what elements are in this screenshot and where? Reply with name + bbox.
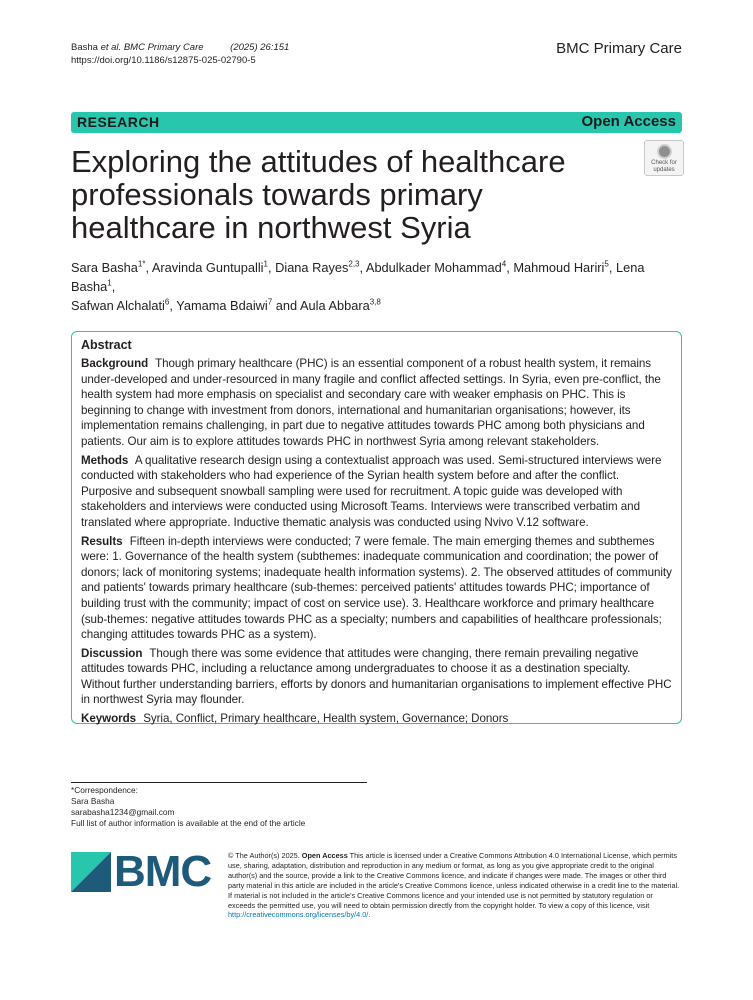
author: Yamama Bdaiwi$^7$ [176, 297, 273, 313]
author: Abdulkader Mohammad$^4$ [365, 259, 507, 275]
authors-conjunction: and [275, 298, 298, 313]
doi-link[interactable]: https://doi.org/10.1186/s12875-025-02790-5 [71, 55, 256, 66]
section-label: Methods [81, 453, 129, 467]
section-label: Discussion [81, 646, 143, 660]
correspondence-email[interactable]: sarabasha1234@gmail.com [71, 807, 175, 817]
journal-name: BMC Primary Care [556, 40, 682, 57]
bmc-logo-text: BMC [114, 847, 212, 896]
article-type-banner [71, 112, 682, 133]
author-info-note: Full list of author information is available at the end of the article [71, 818, 306, 828]
author: Aula Abbara$^{3,8}$ [300, 297, 381, 313]
author: Safwan Alchalati$^6$ [71, 297, 170, 313]
abstract-heading: Abstract [81, 338, 132, 352]
author-list: Sara Basha$^{1*}$, Aravinda Guntupalli$^1$, Diana Rayes$^{2,3}$, Abdulkader Mohammad$^4$, Mahmoud Hariri$^5$, Lena Basha$^1$, Safwan Alchalati$^6$, Yamama Bdaiwi$^7$ and Aula Abbara$^{3,8}$ [71, 259, 645, 313]
check-for-updates-badge[interactable] [644, 140, 684, 176]
article-title: Exploring the attitudes of healthcare professionals towards primary healthcare in northwest Syria [71, 144, 566, 245]
abstract-background: Background Though primary healthcare (PHC) is an essential component of a robust health system, it remains under-developed and under-resourced in many fragile and conflict affected settings. In Syria, even pre-conflict, the health system had more emphasis on specialist and secondary care with weaker emphasis on PHC. This is beginning to change with investment from donors, international and humanitarian organisations; however, its implementation remains challenging, in part due to negative attitudes towards PHC among both physicians and patients. Our aim is to explore attitudes towards PHC in northwest Syria among relevant stakeholders. [81, 357, 661, 448]
author: Diana Rayes$^{2,3}$ [275, 259, 360, 275]
open-access-bold: Open Access [301, 851, 348, 860]
abstract-discussion: Discussion Though there was some evidence that attitudes were changing, there remain prevailing negative attitudes towards PHC, including a reluctance among undergraduates to choose it as a destination specialty. Without further understanding barriers, efforts by donors and humanitarian organisations to implement effective PHC in northwest Syria may flounder. [81, 646, 672, 707]
author: Sara Basha$^{1*}$ [71, 259, 146, 275]
correspondence-label: *Correspondence: [71, 785, 138, 795]
article-type-label: RESEARCH [77, 114, 160, 130]
abstract-keywords: Keywords Syria, Conflict, Primary healthcare, Health system, Governance; Donors [81, 712, 509, 726]
citation-line [71, 41, 289, 54]
license-link[interactable]: http://creativecommons.org/licenses/by/4.0/ [228, 910, 369, 920]
badge-line2: updates [653, 167, 675, 173]
license-statement: © The Author(s) 2025. Open Access This article is licensed under a Creative Commons Attribution 4.0 International License, which permits use, sharing, adaptation, distribution and reproduction in any medium or format, as long as you give appropriate credit to the original author(s) and the source, provide a link to the Creative Commons licence, and indicate if changes were made. The images or other third party material in this article are included in the article's Creative Commons licence, unless indicated otherwise in a credit line to the material. If material is not included in the article's Creative Commons licence and your intended use is not permitted by statutory regulation or exceeds the permitted use, you will need to obtain permission directly from the copyright holder. To view a copy of this licence, visit http://creativecommons.org/licenses/by/4.0/. [228, 851, 680, 920]
header-year-volume: (2025) 26:151 [230, 42, 290, 53]
section-label: Results [81, 534, 123, 548]
abstract-results: Results Fifteen in-depth interviews were conducted; 7 were female. The main emerging themes and subthemes were: 1. Governance of the health system (subthemes: inadequate communication and coordination; the power of donors; lack of monitoring systems; inadequate health information systems). 2. The observed attitudes of community and patients' towards primary healthcare (sub-themes: perceived patients' attitudes towards PHC; importance of building trust with the community; impact of cost on service use). 3. Healthcare workforce and primary healthcare (sub-themes: negative attitudes towards PHC as a specialty; numbers and capabilities of healthcare professionals; changing attitudes towards PHC as a system). [81, 534, 672, 642]
section-label: Keywords [81, 712, 137, 726]
badge-line1: Check for [651, 160, 677, 166]
author: Mahmoud Hariri$^5$ [513, 259, 609, 275]
author: Aravinda Guntupalli$^1$ [151, 259, 268, 275]
bmc-logo [71, 847, 212, 896]
abstract-methods: Methods A qualitative research design using a contextualist approach was used. Semi-structured interviews were conducted with stakeholders who had experience of the Syrian health system before and after the conflict. Purposive and subsequent snowball sampling were used for recruitment. A topic guide was developed with stakeholders and interviews were conducted using Microsoft Teams. Interviews were transcribed verbatim and translated where appropriate. Inductive thematic analysis was conducted using Nvivo V.12 software. [81, 453, 662, 529]
header-etal: et al. [100, 42, 122, 53]
running-header [71, 41, 289, 67]
open-access-label: Open Access [581, 113, 676, 130]
author: Lena Basha$^1$ [71, 260, 645, 294]
header-journal: BMC Primary Care [123, 42, 204, 53]
correspondence-name: Sara Basha [71, 796, 115, 806]
header-author: Basha [71, 42, 98, 53]
bookmark-icon [657, 144, 672, 159]
bmc-logo-mark-icon [71, 852, 111, 892]
correspondence-block [71, 785, 305, 829]
section-label: Background [81, 357, 149, 370]
abstract-box [71, 331, 682, 724]
footnote-divider [71, 782, 367, 783]
